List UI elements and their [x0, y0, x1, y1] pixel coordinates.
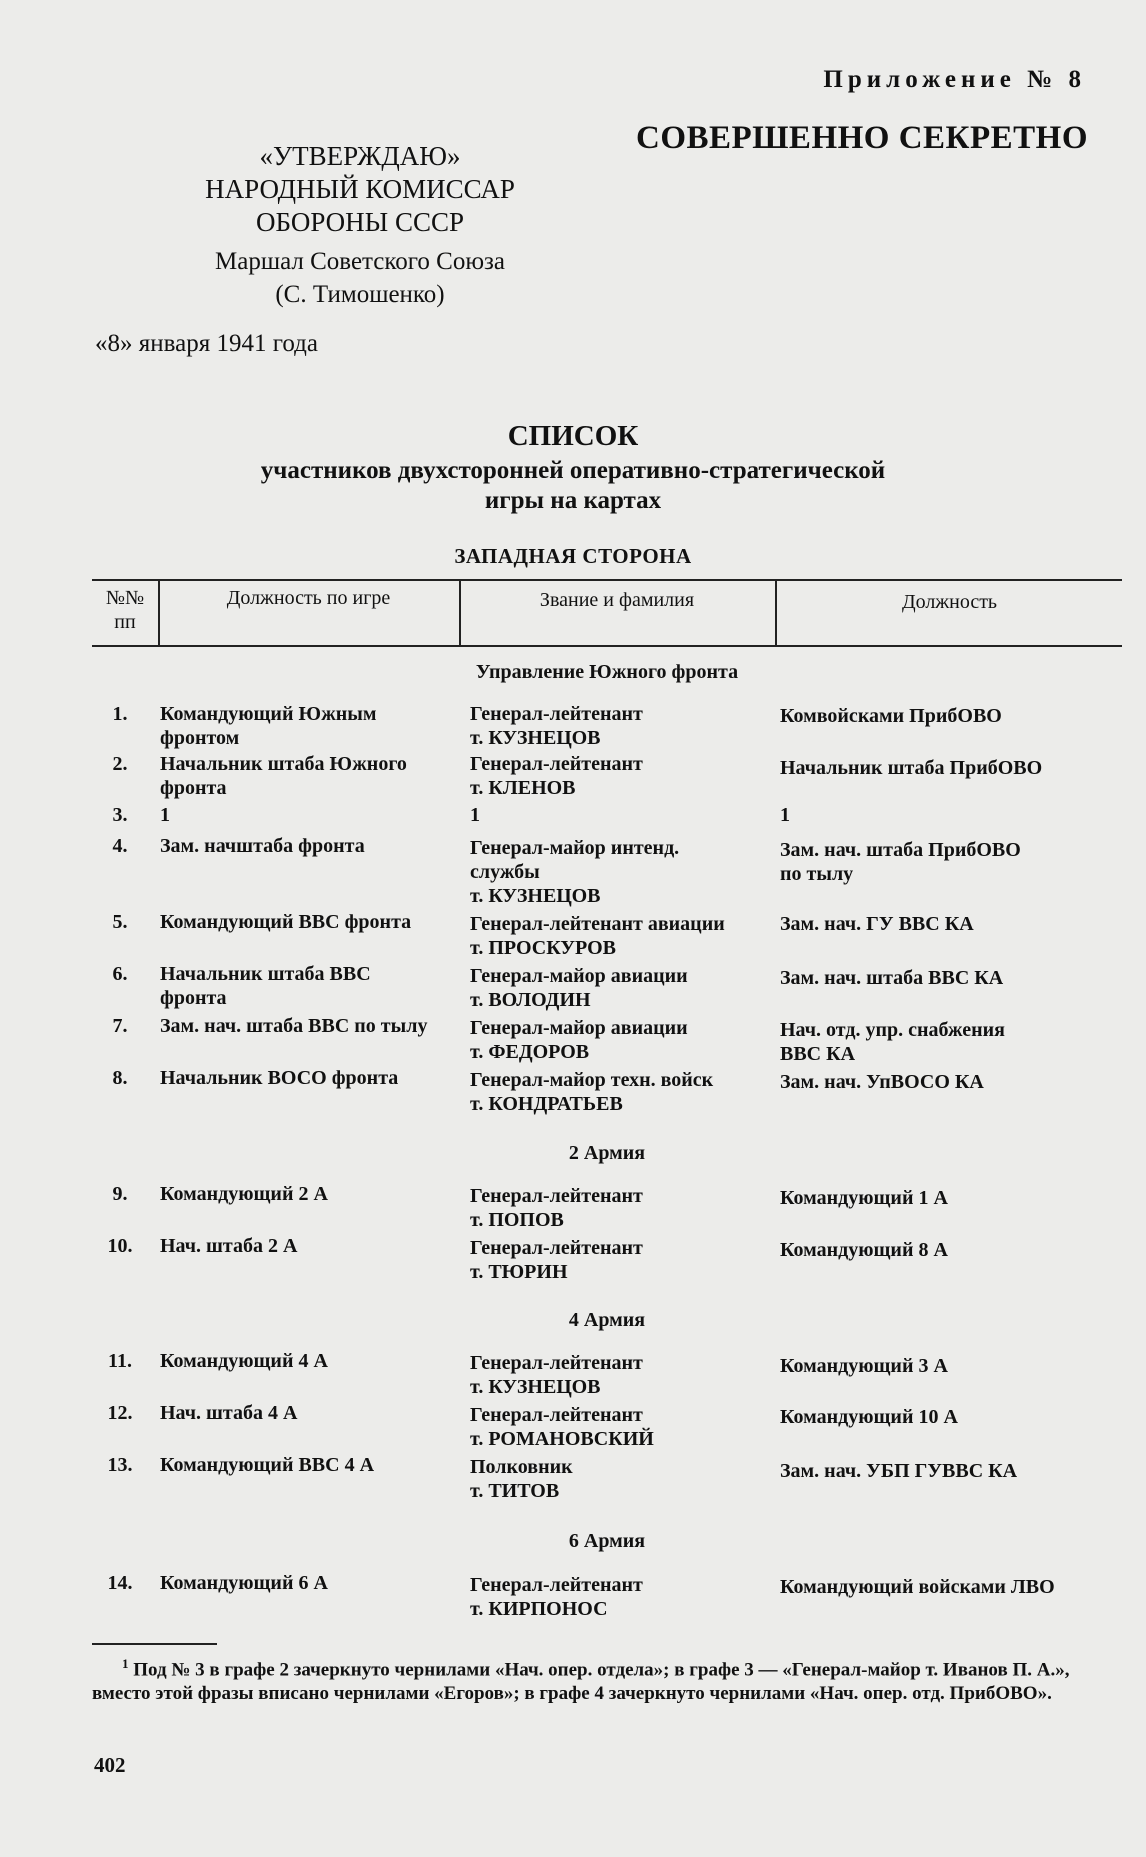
row-number: 6.	[112, 963, 128, 985]
approval-line: НАРОДНЫЙ КОМИССАР	[205, 174, 515, 204]
row-number: 7.	[112, 1015, 128, 1037]
row-number: 11.	[108, 1350, 132, 1372]
row-position: Командующий ВВС 4 А	[160, 1454, 375, 1476]
row-rank-line: Генерал-лейтенант	[470, 1404, 643, 1426]
row-post-line: ВВС КА	[780, 1043, 856, 1065]
row-post	[780, 756, 1110, 780]
row-rank-line: т. КИРПОНОС	[470, 1598, 608, 1620]
table-top-rule	[92, 579, 1122, 581]
row-number: 2.	[112, 753, 128, 775]
row-rank-line: Генерал-лейтенант	[470, 1185, 643, 1207]
row-rank-line: Генерал-лейтенант	[470, 1574, 643, 1596]
appendix-label: Приложение № 8	[823, 66, 1086, 93]
row-number: 10.	[107, 1235, 133, 1257]
footnote-text: Под № 3 в графе 2 зачеркнуто чернилами «Нач. опер. отдела»; в графе 3 — «Генерал-майор т. Иванов П. А.», вместо этой фразы вписано чернилами «Егоров»; в графе 4 зачеркнуто чернилами «Нач. опер. отд. ПрибОВО».	[92, 1659, 1070, 1705]
header-number	[94, 586, 156, 634]
row-rank	[470, 1184, 770, 1232]
approval-block	[185, 140, 535, 311]
row-post: Командующий войсками ЛВО	[780, 1576, 1055, 1598]
section-heading: 2 Армия	[568, 1142, 646, 1164]
row-post: Зам. нач. штаба ВВС КА	[780, 967, 1004, 989]
list-subtitle-line: участников двухсторонней оперативно-стратегической	[260, 457, 886, 484]
row-post-line: Комвойсками ПрибОВО	[780, 705, 1002, 727]
row-position-line: фронта	[160, 777, 227, 799]
footnote-rule	[92, 1643, 217, 1645]
row-position-line: Начальник штаба Южного	[160, 753, 407, 775]
row-rank-line: Генерал-лейтенант	[470, 1352, 643, 1374]
row-rank-line: т. ТЮРИН	[470, 1261, 568, 1283]
row-number: 4.	[112, 835, 128, 857]
section-heading: 6 Армия	[568, 1530, 646, 1552]
row-number: 13.	[107, 1454, 133, 1476]
header-number-line: пп	[114, 611, 136, 633]
section-heading: Управление Южного фронта	[475, 661, 739, 683]
row-rank-line: Генерал-лейтенант	[470, 1237, 643, 1259]
footnote	[92, 1652, 1092, 1706]
approval-line: «УТВЕРЖДАЮ»	[259, 141, 461, 171]
row-rank	[470, 836, 770, 908]
row-rank-line: т. КУЗНЕЦОВ	[470, 1376, 601, 1398]
row-position: Командующий ВВС фронта	[160, 911, 412, 933]
row-position-line: фронта	[160, 987, 227, 1009]
row-rank-line: т. ФЕДОРОВ	[470, 1041, 590, 1063]
row-rank	[470, 702, 770, 750]
row-post: Командующий 1 А	[780, 1187, 948, 1209]
row-number: 14.	[107, 1572, 133, 1594]
row-rank	[470, 1236, 770, 1284]
row-post: Зам. нач. УпВОСО КА	[780, 1071, 984, 1093]
row-rank	[470, 752, 770, 800]
row-post-line: Зам. нач. штаба ПрибОВО	[780, 839, 1021, 861]
list-subtitle	[0, 456, 1146, 516]
row-post-line: Начальник штаба ПрибОВО	[780, 757, 1043, 779]
list-title: СПИСОК	[507, 420, 639, 452]
footnote-mark: 1	[122, 1656, 129, 1671]
row-post: Зам. нач. УБП ГУВВС КА	[780, 1460, 1018, 1482]
row-number: 12.	[107, 1402, 133, 1424]
row-post	[780, 1018, 1110, 1066]
row-rank-line: Генерал-лейтенант	[470, 703, 643, 725]
row-rank	[470, 912, 770, 960]
approval-line: ОБОРОНЫ СССР	[256, 207, 464, 237]
header-position: Должность по игре	[226, 587, 391, 609]
row-post: Командующий 8 А	[780, 1239, 948, 1261]
row-rank-line: т. КОНДРАТЬЕВ	[470, 1093, 623, 1115]
row-position	[160, 702, 460, 750]
row-position	[160, 962, 460, 1010]
row-rank	[470, 1016, 770, 1064]
row-number: 3.	[112, 804, 128, 826]
approval-line: Маршал Советского Союза	[215, 248, 505, 275]
row-position-line: Командующий Южным	[160, 703, 377, 725]
row-rank-line: т. РОМАНОВСКИЙ	[470, 1428, 654, 1450]
row-rank-line: т. КУЗНЕЦОВ	[470, 727, 601, 749]
row-rank	[470, 1068, 770, 1116]
row-post-line: Нач. отд. упр. снабжения	[780, 1019, 1005, 1041]
row-rank	[470, 1455, 770, 1503]
row-position: Зам. начштаба фронта	[160, 835, 365, 857]
row-rank-line: т. КУЗНЕЦОВ	[470, 885, 601, 907]
section-heading: 4 Армия	[568, 1309, 646, 1331]
row-position-line: фронтом	[160, 727, 240, 749]
side-heading: ЗАПАДНАЯ СТОРОНА	[454, 544, 692, 568]
row-position: Нач. штаба 4 А	[160, 1402, 298, 1424]
row-number: 8.	[112, 1067, 128, 1089]
row-position: Командующий 4 А	[160, 1350, 328, 1372]
header-rank: Звание и фамилия	[539, 589, 695, 611]
row-rank-line: Полковник	[470, 1456, 573, 1478]
row-position: Командующий 2 А	[160, 1183, 328, 1205]
header-post: Должность	[901, 591, 998, 613]
row-post: Командующий 10 А	[780, 1406, 958, 1428]
row-rank	[470, 1573, 770, 1621]
row-position	[160, 752, 460, 800]
row-position-line: Начальник штаба ВВС	[160, 963, 371, 985]
row-rank-line: Генерал-лейтенант авиации	[470, 913, 725, 935]
approval-line: (С. Тимошенко)	[275, 281, 445, 308]
row-post: Командующий 3 А	[780, 1355, 948, 1377]
row-post: 1	[780, 804, 790, 826]
row-position: Начальник ВОСО фронта	[160, 1067, 399, 1089]
row-rank-line: Генерал-майор авиации	[470, 965, 688, 987]
row-rank-line: т. ТИТОВ	[470, 1480, 560, 1502]
row-post: Зам. нач. ГУ ВВС КА	[780, 913, 974, 935]
row-rank	[470, 1403, 770, 1451]
row-rank-line: т. ВОЛОДИН	[470, 989, 591, 1011]
row-position: 1	[160, 804, 170, 826]
row-position: Зам. нач. штаба ВВС по тылу	[160, 1015, 428, 1037]
row-rank-line: Генерал-майор авиации	[470, 1017, 688, 1039]
row-post-line: по тылу	[780, 863, 854, 885]
row-rank-line: т. ПОПОВ	[470, 1209, 564, 1231]
row-rank	[470, 964, 770, 1012]
row-rank	[470, 1351, 770, 1399]
row-post	[780, 838, 1110, 886]
row-rank-line: службы	[470, 861, 540, 883]
page-number: 402	[94, 1753, 126, 1777]
header-number-line: №№	[105, 587, 145, 609]
row-rank-line: т. ПРОСКУРОВ	[470, 937, 616, 959]
row-rank: 1	[470, 804, 480, 826]
row-rank-line: Генерал-лейтенант	[470, 753, 643, 775]
table-header-rule	[92, 645, 1122, 647]
row-position: Командующий 6 А	[160, 1572, 328, 1594]
row-rank-line: т. КЛЕНОВ	[470, 777, 576, 799]
row-number: 9.	[112, 1183, 128, 1205]
row-number: 5.	[112, 911, 128, 933]
list-subtitle-line: игры на картах	[484, 487, 662, 514]
secrecy-stamp: СОВЕРШЕННО СЕКРЕТНО	[636, 120, 1088, 156]
row-number: 1.	[112, 703, 128, 725]
row-post	[780, 704, 1110, 728]
row-rank-line: Генерал-майор техн. войск	[470, 1069, 714, 1091]
row-rank-line: Генерал-майор интенд.	[470, 837, 680, 859]
row-position: Нач. штаба 2 А	[160, 1235, 298, 1257]
approval-date: «8» января 1941 года	[95, 330, 318, 357]
